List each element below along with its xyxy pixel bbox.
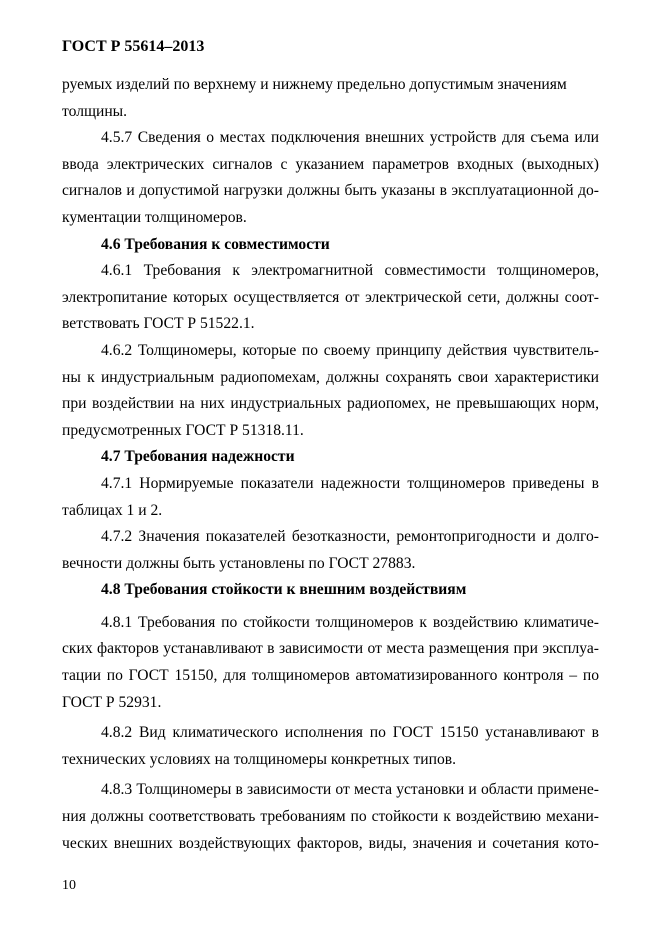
text-line: сигналов и допустимой нагрузки должны быть указаны в эксплуатационной до-	[62, 182, 599, 200]
text-line: предусмотренных ГОСТ Р 51318.11.	[62, 421, 304, 439]
text-line: 4.6.1 Требования к электромагнитной совместимости толщиномеров,	[101, 262, 599, 280]
text-line: 4.7.1 Нормируемые показатели надежности толщиномеров приведены в	[101, 474, 599, 492]
text-line: ческих внешних воздействующих факторов, виды, значения и сочетания кото-	[62, 834, 599, 852]
section-heading: 4.8 Требования стойкости к внешним воздействиям	[101, 581, 467, 599]
text-line: ны к индустриальным радиопомехам, должны сохранять свои характеристики	[62, 368, 599, 386]
text-line: 4.5.7 Сведения о местах подключения внешних устройств для съема или	[101, 129, 599, 147]
text-line: вечности должны быть установлены по ГОСТ 27883.	[62, 554, 416, 572]
text-line: 4.8.2 Вид климатического исполнения по ГОСТ 15150 устанавливают в	[101, 724, 599, 742]
text-line: 4.7.2 Значения показателей безотказности, ремонтопригодности и долго-	[101, 528, 599, 546]
text-line: тации по ГОСТ 15150, для толщиномеров автоматизированного контроля – по	[62, 667, 599, 685]
text-line: кументации толщиномеров.	[62, 208, 247, 226]
text-line: толщины.	[62, 102, 128, 120]
text-line: 4.8.3 Толщиномеры в зависимости от места установки и области примене-	[101, 781, 599, 799]
text-line: электропитание которых осуществляется от электрической сети, должны соот-	[62, 288, 599, 306]
section-heading: 4.6 Требования к совместимости	[101, 235, 330, 253]
text-line: руемых изделий по верхнему и нижнему предельно допустимым значениям	[62, 76, 567, 93]
text-line: ских факторов устанавливают в зависимости от места размещения при эксплуа-	[62, 640, 599, 658]
text-line: ввода электрических сигналов с указанием параметров входных (выходных)	[62, 155, 599, 173]
section-heading: 4.7 Требования надежности	[101, 448, 295, 466]
document-header: ГОСТ Р 55614–2013	[62, 38, 205, 55]
document-body	[62, 72, 599, 857]
page-number: 10	[62, 878, 76, 893]
text-line: ГОСТ Р 52931.	[62, 693, 162, 711]
text-line: 4.6.2 Толщиномеры, которые по своему принципу действия чувствитель-	[101, 341, 599, 359]
text-line: 4.8.1 Требования по стойкости толщиномеров к воздействию климатиче-	[101, 613, 599, 631]
text-line: таблицах 1 и 2.	[62, 501, 163, 519]
text-line: ния должны соответствовать требованиям по стойкости к воздействию механи-	[62, 808, 599, 826]
text-line: технических условиях на толщиномеры конкретных типов.	[62, 750, 457, 768]
text-line: при воздействии на них индустриальных радиопомех, не превышающих норм,	[62, 395, 599, 413]
text-line: ветствовать ГОСТ Р 51522.1.	[62, 315, 255, 333]
